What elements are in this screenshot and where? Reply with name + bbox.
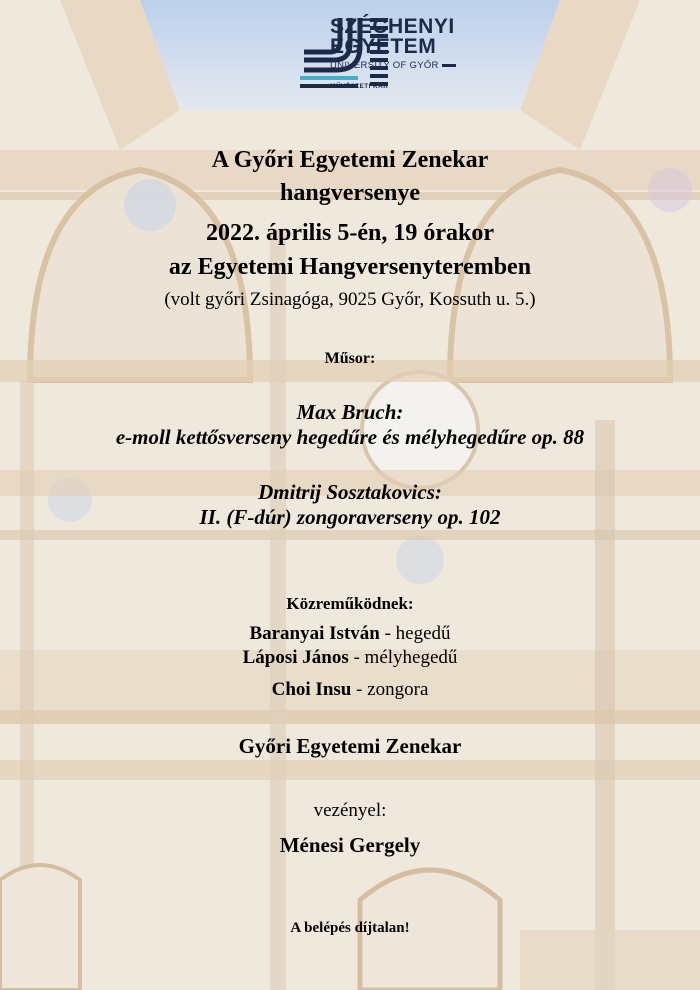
program-composer: Dmitrij Sosztakovics: <box>258 480 442 504</box>
performer-role: - hegedű <box>379 623 451 644</box>
event-subtitle: hangversenye <box>280 180 420 206</box>
performer-name: Láposi János <box>242 647 349 668</box>
performer-row <box>0 679 700 701</box>
performer-name: Choi Insu <box>271 679 352 700</box>
program-work: e-moll kettősverseny hegedűre és mélyhegedűre op. 88 <box>115 425 585 449</box>
free-entry-note: A belépés díjtalan! <box>290 920 410 936</box>
performer-name: Baranyai István <box>249 623 380 644</box>
event-title: A Győri Egyetemi Zenekar <box>211 147 489 173</box>
performers-heading: Közreműködnek: <box>286 594 414 613</box>
event-venue: az Egyetemi Hangversenyteremben <box>168 254 532 280</box>
program-work: II. (F-dúr) zongoraverseny op. 102 <box>199 505 501 529</box>
performer-role: - zongora <box>351 679 429 700</box>
program-composer: Max Bruch: <box>296 400 404 424</box>
orchestra-name: Győri Egyetemi Zenekar <box>238 734 462 758</box>
program-heading: Műsor: <box>324 350 376 367</box>
conductor-label: vezényel: <box>313 800 387 821</box>
logo-text-line3: UNIVERSITY OF GYŐR <box>330 60 456 71</box>
event-address: (volt győri Zsinagóga, 9025 Győr, Kossuth u. 5.) <box>164 289 536 310</box>
performer-row <box>0 647 700 669</box>
logo-text-line2: EGYETEM <box>330 35 437 58</box>
logo-text-line4: MŰVÉSZETI KAR <box>330 83 389 90</box>
event-datetime: 2022. április 5-én, 19 órakor <box>206 220 494 246</box>
conductor-name: Ménesi Gergely <box>279 833 421 857</box>
performer-role: - mélyhegedű <box>348 647 458 668</box>
szechenyi-egyetem-logo <box>218 14 478 96</box>
logo-text-line1: SZÉCHENYI <box>330 15 455 38</box>
performer-row <box>0 623 700 645</box>
